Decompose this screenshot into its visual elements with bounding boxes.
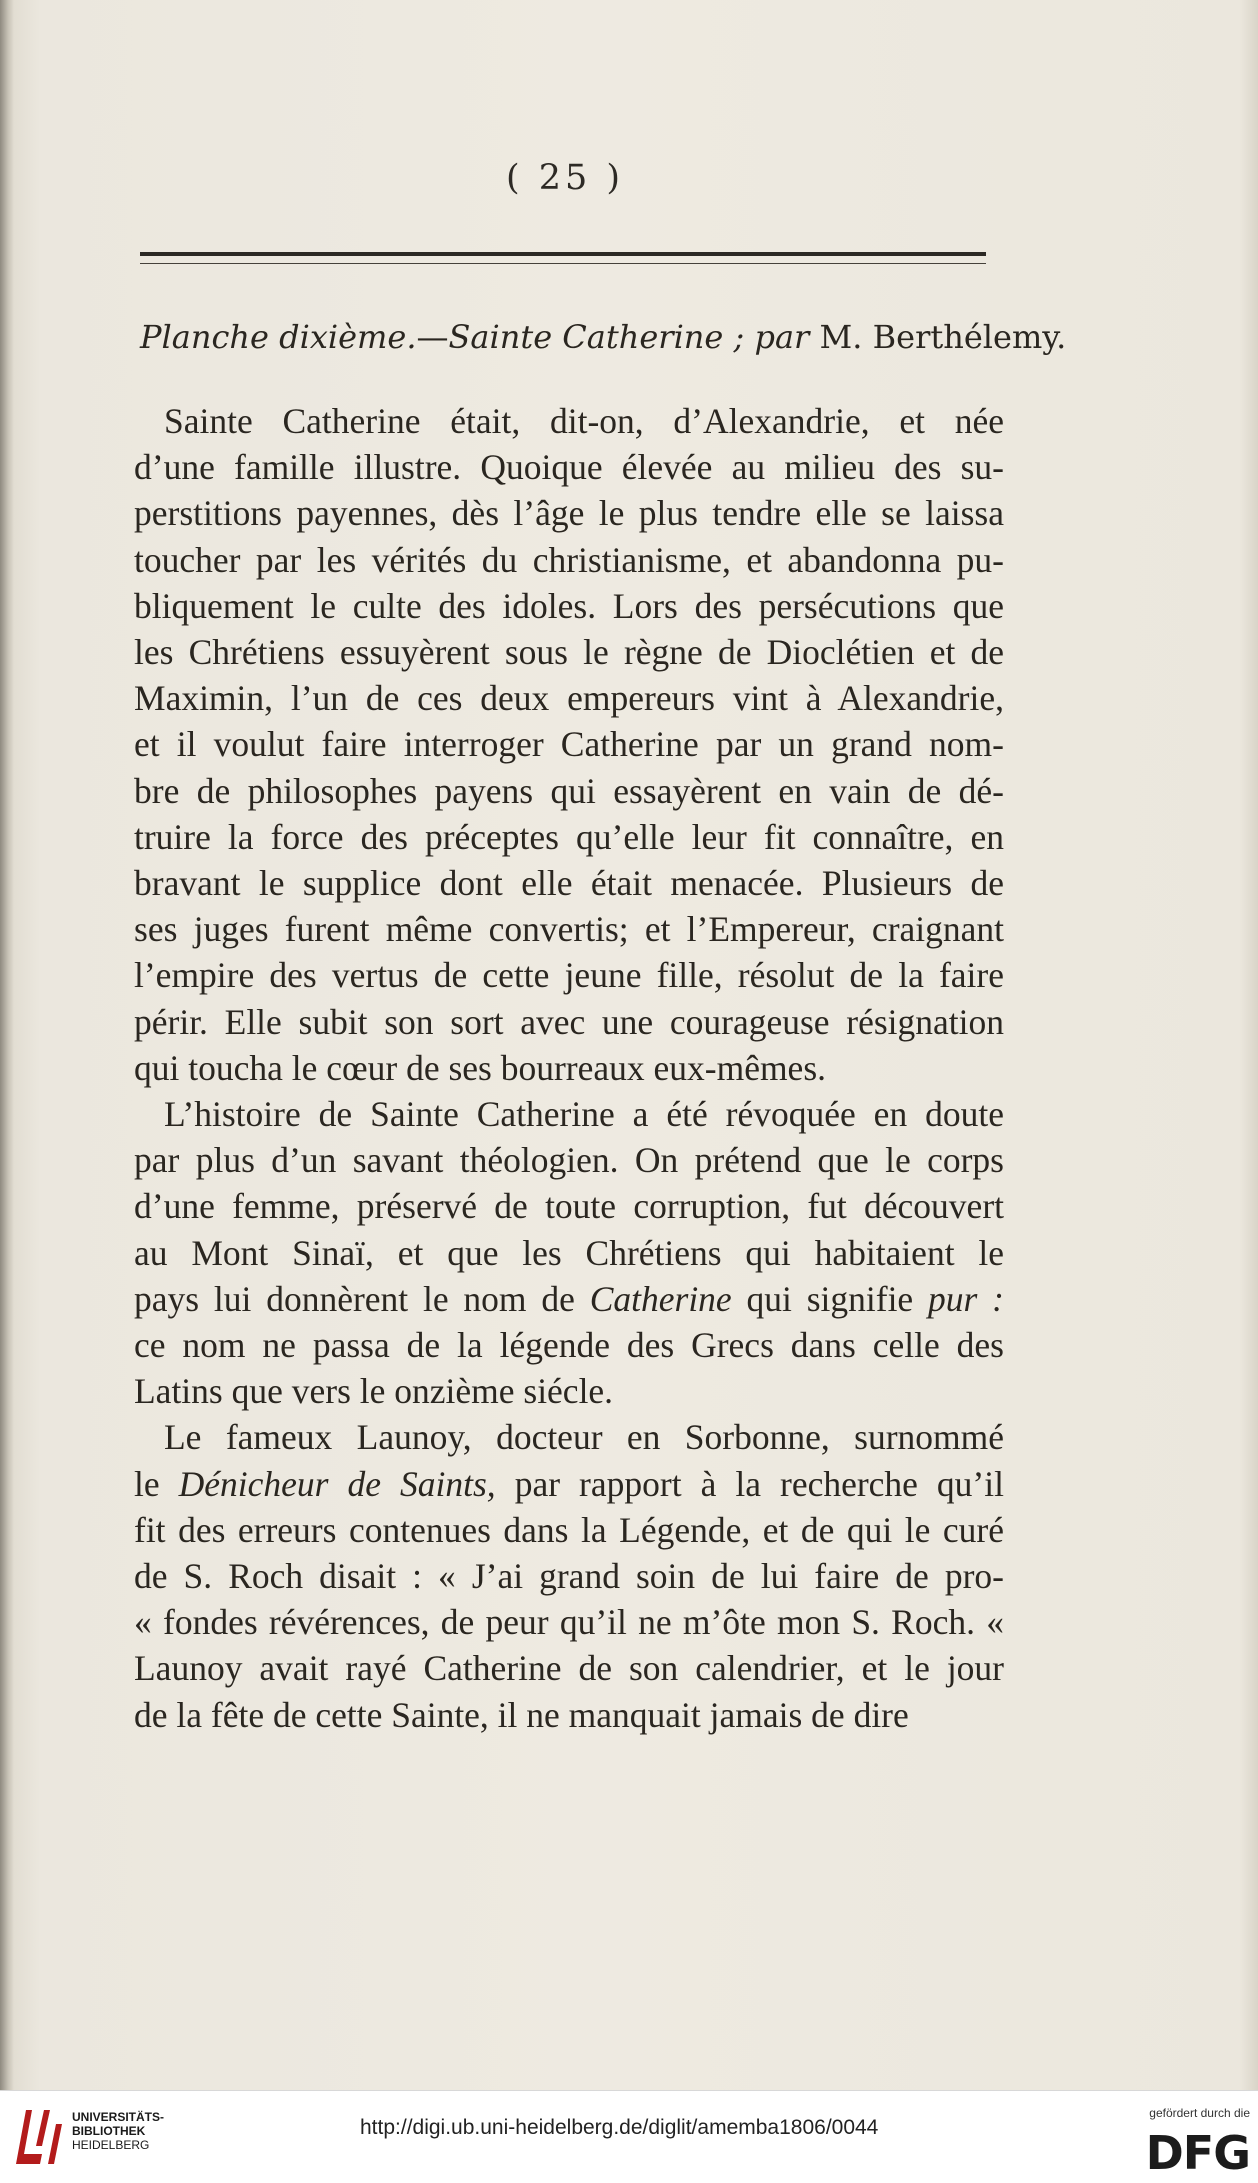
page-number: ( 25 ): [505, 158, 625, 198]
text-line: [134, 1276, 1004, 1322]
plate-subject: Sainte Catherine ; par: [448, 318, 810, 356]
plate-heading: [140, 318, 1067, 356]
text-line: [134, 1461, 1004, 1507]
text-line: truire la force des préceptes qu’elle leur fit connaître, en: [134, 816, 1004, 857]
library-name-line2: BIBLIOTHEK: [72, 2124, 146, 2138]
text-line: périr. Elle subit son sort avec une courageuse résignation: [134, 1001, 1004, 1042]
text-run: pays lui donnèrent le nom de: [134, 1278, 590, 1319]
text-line: Sainte Catherine était, dit-on, d’Alexandrie, et née: [164, 401, 1004, 441]
text-line: bliquement le culte des idoles. Lors des persécutions que: [134, 585, 1004, 626]
text-line: de S. Roch disait : « J’ai grand soin de lui faire de pro-: [134, 1556, 1004, 1597]
text-line: Maximin, l’un de ces deux empereurs vint à Alexandrie,: [134, 678, 1004, 719]
text-line: fit des erreurs contenues dans la Légende, et de qui le curé: [134, 1509, 1004, 1550]
text-line: d’une femme, préservé de toute corruption, fut découvert: [134, 1186, 1004, 1227]
header-rule-thick: [140, 252, 986, 256]
permalink-url[interactable]: http://digi.ub.uni-heidelberg.de/diglit/amemba1806/0044: [360, 2116, 879, 2139]
plate-number: Planche dixième.: [140, 318, 417, 356]
text-line: L’histoire de Sainte Catherine a été révoquée en doute: [164, 1094, 1004, 1135]
italic-term: Catherine: [589, 1278, 732, 1319]
text-line: perstitions payennes, dès l’âge le plus tendre elle se laissa: [134, 493, 1004, 534]
text-line: bre de philosophes payens qui essayèrent en vain de dé-: [134, 770, 1004, 811]
text-line: au Mont Sinaï, et que les Chrétiens qui habitaient le: [134, 1232, 1004, 1273]
funding-note: gefördert durch die: [1149, 2106, 1250, 2120]
text-line: bravant le supplice dont elle était menacée. Plusieurs de: [134, 863, 1004, 904]
italic-term: pur :: [928, 1278, 1004, 1319]
text-line: qui toucha le cœur de ses bourreaux eux-mêmes.: [134, 1047, 827, 1088]
university-library-logo-icon: [12, 2106, 64, 2168]
text-run: qui signifie: [731, 1278, 929, 1319]
text-run: par rapport à la recherche qu’il: [495, 1463, 1004, 1504]
italic-term: Dénicheur de Saints,: [178, 1463, 496, 1504]
text-line: de la fête de cette Sainte, il ne manquait jamais de dire: [134, 1694, 909, 1735]
text-line: « fondes révérences, de peur qu’il ne m’ôte mon S. Roch. «: [134, 1602, 1004, 1643]
text-line: d’une famille illustre. Quoique élevée au milieu des su-: [134, 447, 1004, 488]
text-line: l’empire des vertus de cette jeune fille, résolut de la faire: [134, 955, 1004, 996]
library-name-line3: HEIDELBERG: [72, 2138, 150, 2152]
library-name: [72, 2110, 164, 2152]
heading-dash: —: [416, 318, 449, 356]
text-line: ce nom ne passa de la légende des Grecs dans celle des: [134, 1325, 1004, 1366]
text-line: Launoy avait rayé Catherine de son calendrier, et le jour: [134, 1648, 1004, 1689]
text-line: et il voulut faire interroger Catherine par un grand nom-: [134, 724, 1004, 765]
text-line: les Chrétiens essuyèrent sous le règne de Dioclétien et de: [134, 632, 1004, 673]
library-name-line1: UNIVERSITÄTS-: [72, 2110, 165, 2124]
plate-artist: M. Berthélemy.: [809, 318, 1067, 356]
text-line: par plus d’un savant théologien. On prétend que le corps: [134, 1140, 1004, 1181]
header-rule-thin: [140, 263, 986, 264]
text-line: toucher par les vérités du christianisme, et abandonna pu-: [134, 539, 1004, 580]
dfg-logo: DFG: [1145, 2126, 1250, 2180]
text-line: ses juges furent même convertis; et l’Empereur, craignant: [134, 909, 1004, 950]
body-text: [134, 398, 1004, 1738]
text-run: le: [134, 1463, 179, 1504]
binding-shadow: [0, 0, 14, 2090]
text-line: Le fameux Launoy, docteur en Sorbonne, surnommé: [164, 1417, 1004, 1458]
text-line: Latins que vers le onzième siécle.: [134, 1371, 614, 1412]
